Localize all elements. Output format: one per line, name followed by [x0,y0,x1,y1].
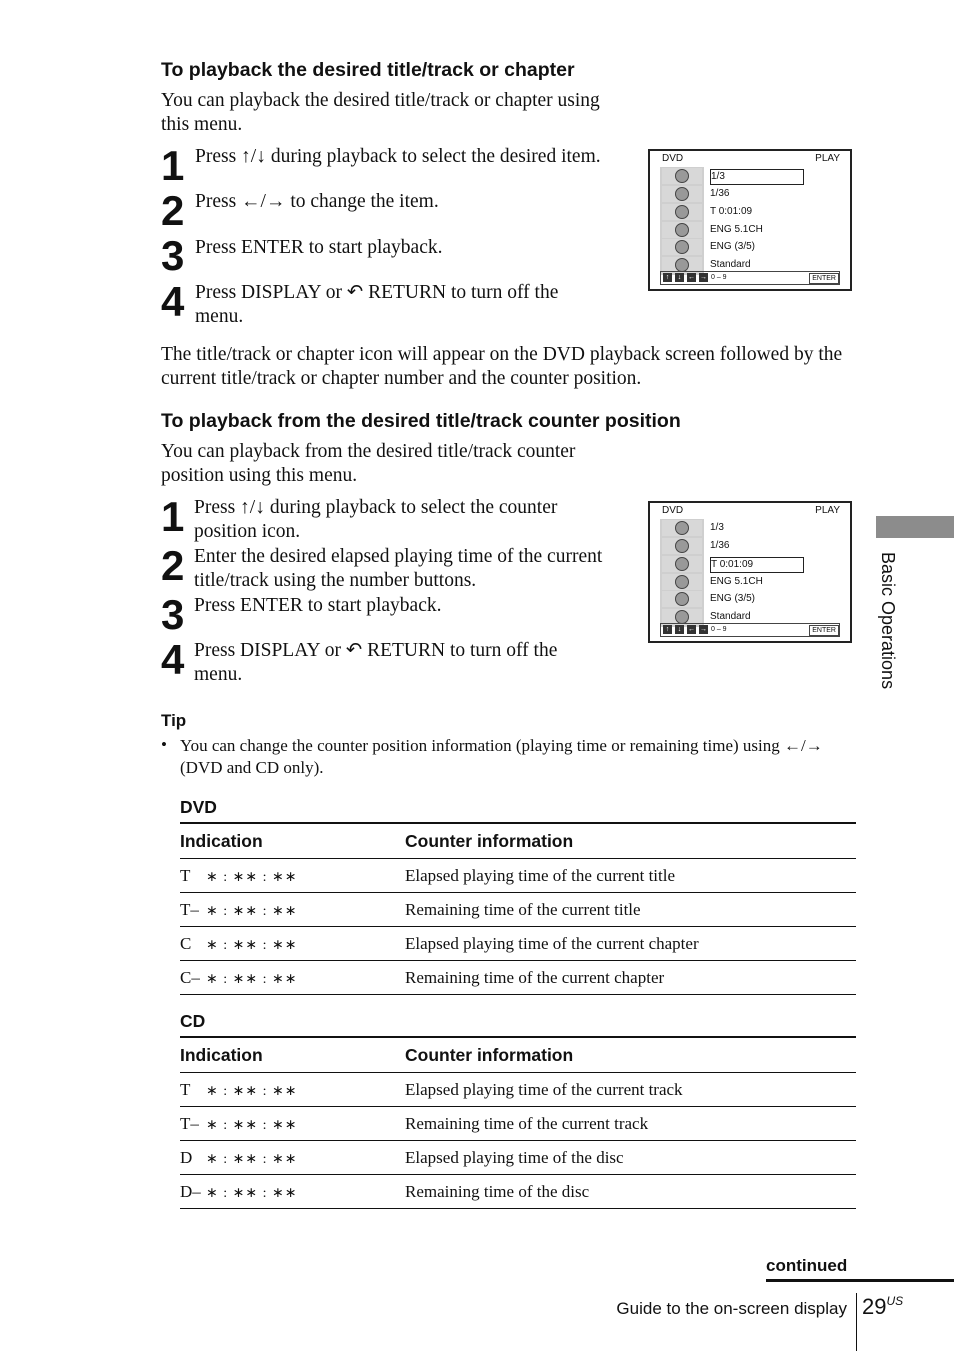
counter-info: Elapsed playing time of the current track [405,1073,856,1107]
footer-guide-text: Guide to the on-screen display [616,1299,847,1318]
osd-enter-label: ENTER [809,273,839,284]
table-row [180,893,856,927]
osd-subtitle-value: ENG (3/5) [710,241,756,252]
left-arrow-icon: ← [688,274,695,281]
step-text: Press DISPLAY or ↶ RETURN to turn off the menu. [195,282,559,327]
step-number: 4 [161,636,185,683]
section1-intro: You can playback the desired title/track or chapter using this menu. [161,90,600,135]
footer-rule [766,1279,954,1282]
indication-mask: ∗ : ∗∗ : ∗∗ [206,1117,298,1133]
column-header: Indication [180,823,405,859]
section2-intro: You can playback from the desired title/track counter position using this menu. [161,441,576,486]
left-arrow-icon: ← [688,626,695,633]
osd-enter-label: ENTER [809,625,839,636]
chapter-icon [662,186,702,202]
column-header: Counter information [405,823,856,859]
indication-mask: ∗ : ∗∗ : ∗∗ [206,903,298,919]
indication-letter: T [180,1079,191,1099]
step-number: 3 [161,232,185,279]
step-text: Press ↑/↓ during playback to select the desired item. [195,146,601,167]
osd-status-label: PLAY [815,153,840,164]
table-row [180,1073,856,1107]
section1-after-text: The title/track or chapter icon will appear on the DVD playback screen followed by the current title/track or chapter number and the counter position. [161,344,843,389]
osd-time-value: T 0:01:09 [710,206,753,217]
counter-info: Remaining time of the current track [405,1107,856,1141]
clock-icon [662,556,702,572]
indication-letter: T– [180,899,199,919]
osd-menu-screenshot [648,501,852,643]
indication-letter: D [180,1147,193,1167]
step-number: 1 [161,493,185,540]
table-row [180,859,856,893]
indication-mask: ∗ : ∗∗ : ∗∗ [206,869,298,885]
dvd-table-label: DVD [180,797,217,817]
osd-surround-value: Standard [710,611,751,622]
indication-mask: ∗ : ∗∗ : ∗∗ [206,937,298,953]
dvd-counter-table [180,822,856,995]
indication-letter: C– [180,967,200,987]
osd-audio-value: ENG 5.1CH [710,576,763,587]
step-number: 2 [161,187,185,234]
tip-label: Tip [161,711,187,730]
indication-letter: T– [180,1113,199,1133]
osd-button-guide [660,623,840,637]
step-text: Press ENTER to start playback. [194,595,442,616]
osd-title-value: 1/3 [710,522,724,533]
osd-title-value: 1/3 [710,169,804,185]
table-row [180,1141,856,1175]
counter-info: Remaining time of the disc [405,1175,856,1209]
page-number-value: 29 [862,1294,887,1319]
right-arrow-icon: → [700,626,707,633]
step-text: Press ENTER to start playback. [195,237,443,258]
page-number-suffix: US [886,1294,904,1308]
side-tab [873,552,903,732]
step-text: Enter the desired elapsed playing time of the current title/track using the number buttons. [194,546,603,591]
step-number: 2 [161,542,185,589]
title-icon [662,168,702,184]
table-row [180,1175,856,1209]
osd-chapter-value: 1/36 [710,188,730,199]
indication-letter: C [180,933,192,953]
clock-icon [662,204,702,220]
step-number: 4 [161,278,185,325]
audio-icon [662,574,702,590]
osd-disc-label: DVD [662,505,684,516]
step-text: Press ←/→ to change the item. [195,191,439,212]
counter-info: Elapsed playing time of the current title [405,859,856,893]
section2-heading: To playback from the desired title/track counter position [161,410,681,432]
column-header: Counter information [405,1037,856,1073]
table-row [180,1107,856,1141]
footer-divider [856,1293,857,1351]
indication-mask: ∗ : ∗∗ : ∗∗ [206,1083,298,1099]
osd-number-range: 0 – 9 [711,626,727,633]
side-tab-marker [876,516,954,538]
osd-button-guide [660,271,840,285]
indication-mask: ∗ : ∗∗ : ∗∗ [206,1151,298,1167]
up-arrow-icon: ↑ [663,625,672,634]
step-text: Press ↑/↓ during playback to select the counter position icon. [194,497,558,542]
step-number: 1 [161,142,185,189]
tip-text: You can change the counter position information (playing time or remaining time) using ←/→ (DVD and CD only). [180,736,823,777]
osd-subtitle-value: ENG (3/5) [710,593,756,604]
cd-counter-table [180,1036,856,1209]
title-icon [662,520,702,536]
audio-icon [662,222,702,238]
counter-info: Remaining time of the current title [405,893,856,927]
column-header: Indication [180,1037,405,1073]
indication-letter: D– [180,1181,201,1201]
osd-audio-value: ENG 5.1CH [710,224,763,235]
indication-mask: ∗ : ∗∗ : ∗∗ [206,971,298,987]
subtitle-icon [662,239,702,255]
indication-mask: ∗ : ∗∗ : ∗∗ [206,1185,298,1201]
counter-info: Elapsed playing time of the current chapter [405,927,856,961]
osd-menu-screenshot [648,149,852,291]
side-tab-label: Basic Operations [878,552,898,690]
counter-info: Remaining time of the current chapter [405,961,856,995]
osd-disc-label: DVD [662,153,684,164]
page-number [862,1294,903,1320]
step-number: 3 [161,591,185,638]
table-row [180,927,856,961]
down-arrow-icon: ↓ [675,273,684,282]
subtitle-icon [662,591,702,607]
osd-time-value: T 0:01:09 [710,557,804,573]
osd-surround-value: Standard [710,259,751,270]
counter-info: Elapsed playing time of the disc [405,1141,856,1175]
indication-letter: T [180,865,191,885]
table-row [180,961,856,995]
cd-table-label: CD [180,1011,206,1031]
section1-heading: To playback the desired title/track or chapter [161,59,575,81]
down-arrow-icon: ↓ [675,625,684,634]
osd-chapter-value: 1/36 [710,540,730,551]
step-text: Press DISPLAY or ↶ RETURN to turn off the menu. [194,640,558,685]
right-arrow-icon: → [700,274,707,281]
osd-number-range: 0 – 9 [711,274,727,281]
bullet: • [161,735,167,754]
continued-label: continued [766,1256,848,1275]
up-arrow-icon: ↑ [663,273,672,282]
osd-status-label: PLAY [815,505,840,516]
chapter-icon [662,538,702,554]
